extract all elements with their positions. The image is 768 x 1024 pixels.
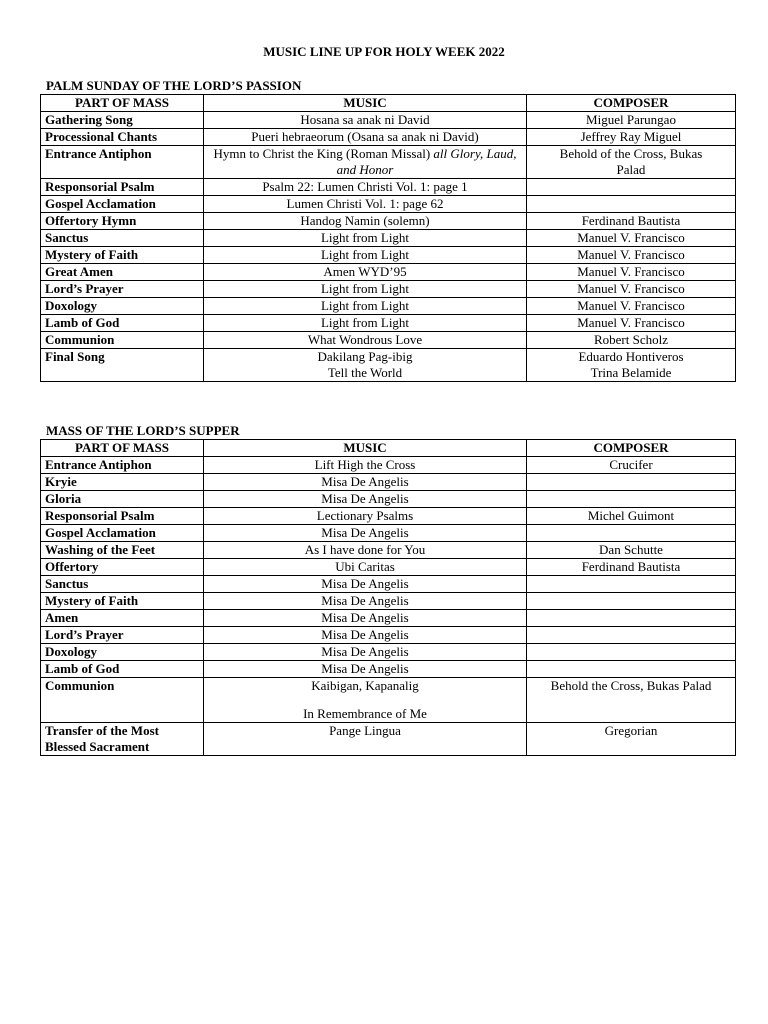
- section-title-palm-sunday: PALM SUNDAY OF THE LORD’S PASSION: [46, 78, 302, 93]
- part-of-mass-cell: Communion: [41, 332, 204, 349]
- cell-line: Misa De Angelis: [321, 491, 409, 506]
- part-of-mass-cell: Lamb of God: [41, 661, 204, 678]
- table-row: [41, 576, 736, 593]
- cell-line: Manuel V. Francisco: [577, 315, 685, 330]
- part-of-mass-cell: Responsorial Psalm: [41, 179, 204, 196]
- cell-line: Misa De Angelis: [321, 576, 409, 591]
- cell-line: Ferdinand Bautista: [581, 213, 681, 228]
- cell-line: Lift High the Cross: [314, 457, 416, 472]
- cell-line: Manuel V. Francisco: [577, 264, 685, 279]
- lords-supper-table: [40, 439, 736, 756]
- composer-cell: [527, 525, 736, 542]
- cell-line: Jeffrey Ray Miguel: [580, 129, 682, 144]
- part-of-mass-cell: Doxology: [41, 644, 204, 661]
- table-row: [41, 179, 736, 196]
- music-cell: [204, 542, 527, 559]
- music-cell: [204, 146, 527, 179]
- cell-line: Light from Light: [320, 281, 410, 296]
- music-cell: [204, 196, 527, 213]
- cell-line: [531, 627, 731, 639]
- music-cell: [204, 576, 527, 593]
- part-of-mass-cell: Entrance Antiphon: [41, 457, 204, 474]
- cell-line: Hosana sa anak ni David: [300, 112, 430, 127]
- music-cell: [204, 112, 527, 129]
- composer-cell: [527, 298, 736, 315]
- cell-line: As I have done for You: [304, 542, 426, 557]
- composer-cell: [527, 196, 736, 213]
- table-row: [41, 723, 736, 756]
- composer-cell: [527, 146, 736, 179]
- cell-line: Tell the World: [327, 365, 403, 380]
- document-title: MUSIC LINE UP FOR HOLY WEEK 2022: [263, 44, 505, 59]
- table-body: [41, 112, 736, 382]
- table-row: [41, 247, 736, 264]
- part-of-mass-cell: Great Amen: [41, 264, 204, 281]
- cell-line: Misa De Angelis: [321, 661, 409, 676]
- cell-line: Robert Scholz: [593, 332, 668, 347]
- cell-line: Dakilang Pag-ibig: [317, 349, 413, 364]
- composer-cell: [527, 542, 736, 559]
- table-row: [41, 315, 736, 332]
- cell-line: Handog Namin (solemn): [300, 213, 430, 228]
- music-cell: [204, 129, 527, 146]
- table-row: [41, 627, 736, 644]
- cell-line: Light from Light: [320, 230, 410, 245]
- table-row: [41, 610, 736, 627]
- palm-sunday-table: [40, 94, 736, 382]
- cell-line: Misa De Angelis: [321, 525, 409, 540]
- music-cell: [204, 230, 527, 247]
- table-row: [41, 281, 736, 298]
- cell-line: Misa De Angelis: [321, 593, 409, 608]
- composer-cell: [527, 491, 736, 508]
- composer-cell: [527, 593, 736, 610]
- header-music: MUSIC: [204, 440, 527, 457]
- cell-line: In Remembrance of Me: [303, 706, 427, 721]
- cell-line: Light from Light: [320, 298, 410, 313]
- music-cell: [204, 559, 527, 576]
- table-row: [41, 559, 736, 576]
- table-row: [41, 525, 736, 542]
- table-row: [41, 349, 736, 382]
- composer-cell: [527, 129, 736, 146]
- table-row: [41, 508, 736, 525]
- composer-cell: [527, 247, 736, 264]
- composer-cell: [527, 281, 736, 298]
- music-cell: [204, 678, 527, 723]
- header-composer: COMPOSER: [527, 440, 736, 457]
- table-row: [41, 213, 736, 230]
- cell-line: Eduardo Hontiveros: [578, 349, 684, 364]
- music-cell: [204, 474, 527, 491]
- music-text-italic: all Glory, Laud, and Honor: [336, 146, 517, 177]
- composer-cell: [527, 457, 736, 474]
- cell-line: Kaibigan, Kapanalig: [311, 678, 419, 693]
- music-text: Hymn to Christ the King (Roman Missal): [213, 146, 434, 161]
- part-of-mass-cell: Processional Chants: [41, 129, 204, 146]
- music-cell: [204, 281, 527, 298]
- music-cell: [204, 315, 527, 332]
- music-cell: [204, 644, 527, 661]
- cell-line: [531, 661, 731, 673]
- cell-line: [531, 576, 731, 588]
- cell-line: [531, 593, 731, 605]
- table-row: [41, 593, 736, 610]
- table-row: [41, 196, 736, 213]
- composer-cell: [527, 264, 736, 281]
- music-cell: [204, 457, 527, 474]
- table-row: [41, 230, 736, 247]
- cell-line: What Wondrous Love: [307, 332, 423, 347]
- music-cell: [204, 264, 527, 281]
- cell-line: Misa De Angelis: [321, 474, 409, 489]
- cell-line: [208, 694, 522, 706]
- cell-line: Manuel V. Francisco: [577, 230, 685, 245]
- part-of-mass-cell: Amen: [41, 610, 204, 627]
- part-of-mass-cell: Sanctus: [41, 576, 204, 593]
- table-body: [41, 457, 736, 756]
- music-cell: [204, 349, 527, 382]
- composer-cell: [527, 315, 736, 332]
- part-of-mass-cell: Offertory: [41, 559, 204, 576]
- part-of-mass-cell: Doxology: [41, 298, 204, 315]
- part-of-mass-cell: Washing of the Feet: [41, 542, 204, 559]
- composer-cell: [527, 661, 736, 678]
- composer-cell: [527, 723, 736, 756]
- cell-line: Gregorian: [604, 723, 658, 738]
- table-row: [41, 661, 736, 678]
- cell-line: Trina Belamide: [590, 365, 672, 380]
- part-of-mass-cell: Mystery of Faith: [41, 247, 204, 264]
- table-row: [41, 298, 736, 315]
- cell-line: Miguel Parungao: [586, 112, 676, 127]
- composer-cell: [527, 230, 736, 247]
- composer-cell: [527, 559, 736, 576]
- music-cell: [204, 525, 527, 542]
- cell-line: Lectionary Psalms: [316, 508, 414, 523]
- composer-cell: [527, 213, 736, 230]
- section-title-lords-supper: MASS OF THE LORD’S SUPPER: [46, 423, 240, 438]
- composer-cell: [527, 179, 736, 196]
- cell-line: [531, 179, 731, 191]
- music-cell: [204, 179, 527, 196]
- music-cell: [204, 661, 527, 678]
- cell-line: Dan Schutte: [599, 542, 663, 557]
- cell-line: Misa De Angelis: [321, 644, 409, 659]
- cell-line: Behold the Cross, Bukas Palad: [550, 678, 712, 693]
- table-row: [41, 112, 736, 129]
- cell-line: Misa De Angelis: [321, 610, 409, 625]
- composer-cell: [527, 644, 736, 661]
- cell-line: Michel Guimont: [587, 508, 675, 523]
- cell-line: [531, 196, 731, 208]
- music-cell: [204, 213, 527, 230]
- music-cell: [204, 610, 527, 627]
- table-header-row: [41, 95, 736, 112]
- cell-line: [531, 491, 731, 503]
- part-of-mass-cell: Lord’s Prayer: [41, 281, 204, 298]
- composer-cell: [527, 474, 736, 491]
- composer-cell: [527, 610, 736, 627]
- part-of-mass-cell: Mystery of Faith: [41, 593, 204, 610]
- cell-line: Psalm 22: Lumen Christi Vol. 1: page 1: [262, 179, 468, 194]
- part-of-mass-cell: Offertory Hymn: [41, 213, 204, 230]
- part-of-mass-cell: Gospel Acclamation: [41, 525, 204, 542]
- cell-line: [531, 644, 731, 656]
- cell-line: Behold of the Cross, Bukas: [559, 146, 703, 161]
- cell-line: Ubi Caritas: [335, 559, 395, 574]
- music-cell: [204, 593, 527, 610]
- cell-line: [531, 525, 731, 537]
- cell-line: Lumen Christi Vol. 1: page 62: [286, 196, 444, 211]
- header-music: MUSIC: [204, 95, 527, 112]
- cell-line: Crucifer: [609, 457, 653, 472]
- part-of-mass-cell: Gospel Acclamation: [41, 196, 204, 213]
- music-cell: [204, 298, 527, 315]
- composer-cell: [527, 332, 736, 349]
- header-composer: COMPOSER: [527, 95, 736, 112]
- music-cell: [204, 491, 527, 508]
- part-of-mass-cell: Gathering Song: [41, 112, 204, 129]
- cell-line: Manuel V. Francisco: [577, 281, 685, 296]
- header-part-of-mass: PART OF MASS: [41, 440, 204, 457]
- cell-line: Light from Light: [320, 247, 410, 262]
- part-of-mass-cell: Final Song: [41, 349, 204, 382]
- part-of-mass-cell: Communion: [41, 678, 204, 723]
- cell-line: Pange Lingua: [329, 723, 401, 738]
- table-row: [41, 129, 736, 146]
- cell-line: Manuel V. Francisco: [577, 298, 685, 313]
- music-cell: [204, 508, 527, 525]
- table-row: [41, 542, 736, 559]
- composer-cell: [527, 678, 736, 723]
- composer-cell: [527, 508, 736, 525]
- composer-cell: [527, 627, 736, 644]
- cell-line: [531, 610, 731, 622]
- part-of-mass-cell: Sanctus: [41, 230, 204, 247]
- table-row: [41, 644, 736, 661]
- table-row: [41, 474, 736, 491]
- part-of-mass-cell: Lord’s Prayer: [41, 627, 204, 644]
- part-of-mass-cell: Transfer of the Most Blessed Sacrament: [41, 723, 204, 756]
- music-cell: [204, 247, 527, 264]
- cell-line: Light from Light: [320, 315, 410, 330]
- table-header-row: [41, 440, 736, 457]
- cell-line: Pueri hebraeorum (Osana sa anak ni David): [251, 129, 479, 144]
- header-part-of-mass: PART OF MASS: [41, 95, 204, 112]
- table-row: [41, 332, 736, 349]
- music-cell: [204, 723, 527, 756]
- part-of-mass-cell: Lamb of God: [41, 315, 204, 332]
- part-of-mass-cell: Responsorial Psalm: [41, 508, 204, 525]
- music-cell: [204, 332, 527, 349]
- table-row: [41, 264, 736, 281]
- cell-line: Palad: [616, 162, 646, 177]
- cell-line: Amen WYD’95: [323, 264, 407, 279]
- cell-line: Misa De Angelis: [321, 627, 409, 642]
- part-of-mass-cell: Gloria: [41, 491, 204, 508]
- cell-line: [531, 474, 731, 486]
- table-row: [41, 678, 736, 723]
- cell-line: Manuel V. Francisco: [577, 247, 685, 262]
- table-row: [41, 146, 736, 179]
- table-row: [41, 491, 736, 508]
- cell-line: Ferdinand Bautista: [581, 559, 681, 574]
- composer-cell: [527, 349, 736, 382]
- part-of-mass-cell: Kryie: [41, 474, 204, 491]
- composer-cell: [527, 576, 736, 593]
- composer-cell: [527, 112, 736, 129]
- part-of-mass-cell: Entrance Antiphon: [41, 146, 204, 179]
- table-row: [41, 457, 736, 474]
- music-cell: [204, 627, 527, 644]
